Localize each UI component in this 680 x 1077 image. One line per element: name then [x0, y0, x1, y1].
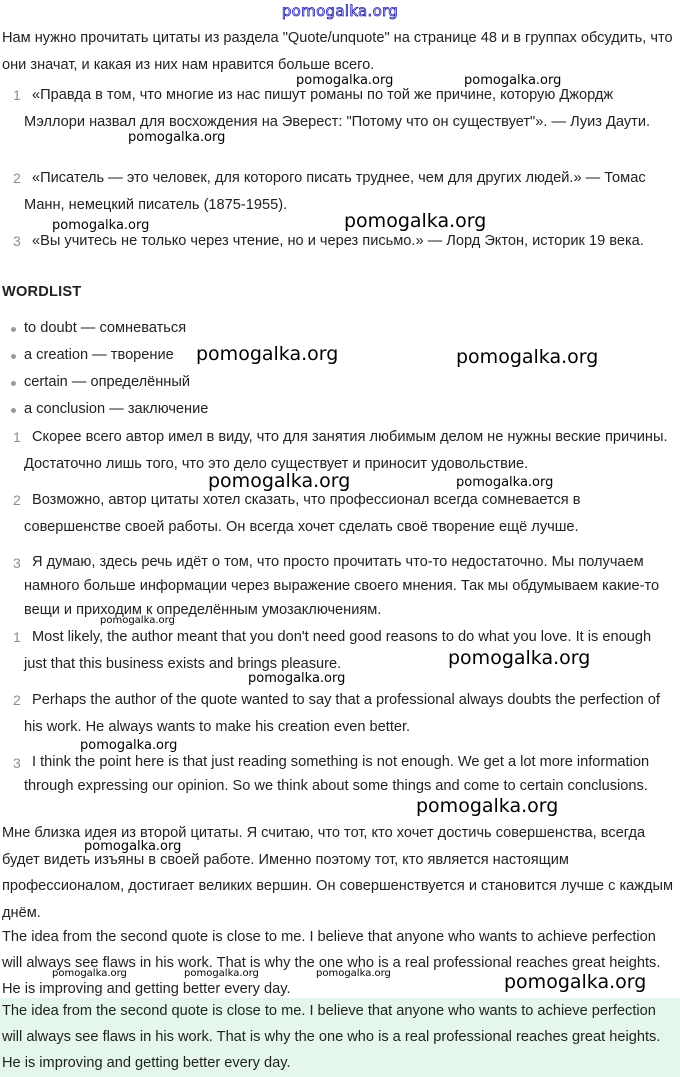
- watermark: pomogalka.org: [208, 470, 351, 492]
- watermark: pomogalka.org: [464, 73, 562, 88]
- watermark: pomogalka.org: [416, 795, 559, 817]
- watermark: pomogalka.org: [456, 346, 599, 368]
- wordlist-item: [0, 396, 208, 423]
- wordlist-entry: certain — определённый: [24, 374, 190, 390]
- wordlist-item: [0, 342, 208, 369]
- watermark: pomogalka.org: [100, 615, 175, 626]
- task-intro: Нам нужно прочитать цитаты из раздела "Quote/unquote" на странице 48 и в группах обсудить, что они значат, и какая из них нам нравится больше всего.: [2, 30, 673, 73]
- quote-text: «Вы учитесь не только через чтение, но и через письмо.» — Лорд Эктон, историк 19 века.: [32, 233, 644, 249]
- answer-text: Perhaps the author of the quote wanted to say that a professional always doubts the perfection of his work. He always wants to make his creation even better.: [24, 692, 660, 735]
- answer-number: 3: [13, 755, 21, 771]
- watermark: pomogalka.org: [80, 738, 178, 753]
- watermark: pomogalka.org: [128, 130, 226, 145]
- site-watermark-header: pomogalka.org: [281, 2, 399, 20]
- watermark: pomogalka.org: [184, 968, 259, 979]
- watermark: pomogalka.org: [448, 647, 591, 669]
- highlighted-answer: [0, 998, 680, 1077]
- watermark: pomogalka.org: [344, 210, 487, 232]
- watermark: pomogalka.org: [456, 475, 554, 490]
- answer-number: 2: [13, 692, 21, 708]
- bullet-icon: [11, 381, 16, 386]
- quote-text: «Писатель — это человек, для которого писать труднее, чем для других людей.» — Томас Манн, немецкий писатель (1875-1955).: [24, 170, 646, 213]
- quote-number: 3: [13, 233, 21, 249]
- quote-text: «Правда в том, что многие из нас пишут романы по той же причине, которую Джордж Мэллори назвал для восхождения на Эверест: "Потому что он существует"». — Луиз Даути.: [24, 87, 651, 130]
- answer-number: 3: [13, 555, 21, 571]
- wordlist: [0, 315, 208, 423]
- watermark: pomogalka.org: [316, 968, 391, 979]
- answer-text: Most likely, the author meant that you don't need good reasons to do what you love. It is enough just that this business exists and brings pleasure.: [24, 629, 652, 672]
- quote-number: 2: [13, 170, 21, 186]
- wordlist-entry: a conclusion — заключение: [24, 401, 209, 417]
- bullet-icon: [11, 327, 16, 332]
- quote-number: 1: [13, 87, 21, 103]
- watermark: pomogalka.org: [84, 839, 182, 854]
- wordlist-item: [0, 315, 208, 342]
- wordlist-title: WORDLIST: [2, 284, 82, 300]
- answer-text: Скорее всего автор имел в виду, что для занятия любимым делом не нужны веские причины. Достаточно лишь того, что это дело существует и приносит удовольствие.: [24, 429, 668, 472]
- answer-number: 2: [13, 492, 21, 508]
- watermark: pomogalka.org: [248, 671, 346, 686]
- answer-text: Я думаю, здесь речь идёт о том, что просто прочитать что-то недостаточно. Мы получаем намного больше информации через выражение своего мнения. Так мы обдумываем какие-то вещи и приходим к определённым умозаключениям.: [24, 554, 660, 618]
- wordlist-entry: a creation — творение: [24, 347, 174, 363]
- answer-text: Возможно, автор цитаты хотел сказать, что профессионал всегда сомневается в совершенстве своей работы. Он всегда хочет сделать своё творение ещё лучше.: [24, 492, 581, 535]
- watermark: pomogalka.org: [504, 971, 647, 993]
- watermark: pomogalka.org: [196, 343, 339, 365]
- wordlist-item: [0, 369, 208, 396]
- bullet-icon: [11, 354, 16, 359]
- watermark: pomogalka.org: [52, 968, 127, 979]
- answer-number: 1: [13, 429, 21, 445]
- opinion-en: The idea from the second quote is close to me. I believe that anyone who wants to achieve perfection will always see flaws in his work. That is why the one who is a real professional reaches great heights. He is improving and getting better every day.: [2, 929, 661, 997]
- watermark: pomogalka.org: [52, 218, 150, 233]
- answer-text: I think the point here is that just reading something is not enough. We get a lot more information through expressing our opinion. So we think about some things and come to certain conclusions.: [24, 754, 650, 794]
- bullet-icon: [11, 408, 16, 413]
- opinion-ru: Мне близка идея из второй цитаты. Я считаю, что тот, кто хочет достичь совершенства, всегда будет видеть изъяны в своей работе. Именно поэтому тот, кто является настоящим профессионалом, достигает великих вершин. Он совершенствуется и становится лучше с каждым днём.: [2, 825, 674, 921]
- watermark: pomogalka.org: [296, 73, 394, 88]
- answer-number: 1: [13, 629, 21, 645]
- highlighted-answer-text: The idea from the second quote is close to me. I believe that anyone who wants to achieve perfection will always see flaws in his work. That is why the one who is a real professional reaches great heights. He is improving and getting better every day.: [2, 1003, 661, 1071]
- wordlist-entry: to doubt — сомневаться: [24, 320, 187, 336]
